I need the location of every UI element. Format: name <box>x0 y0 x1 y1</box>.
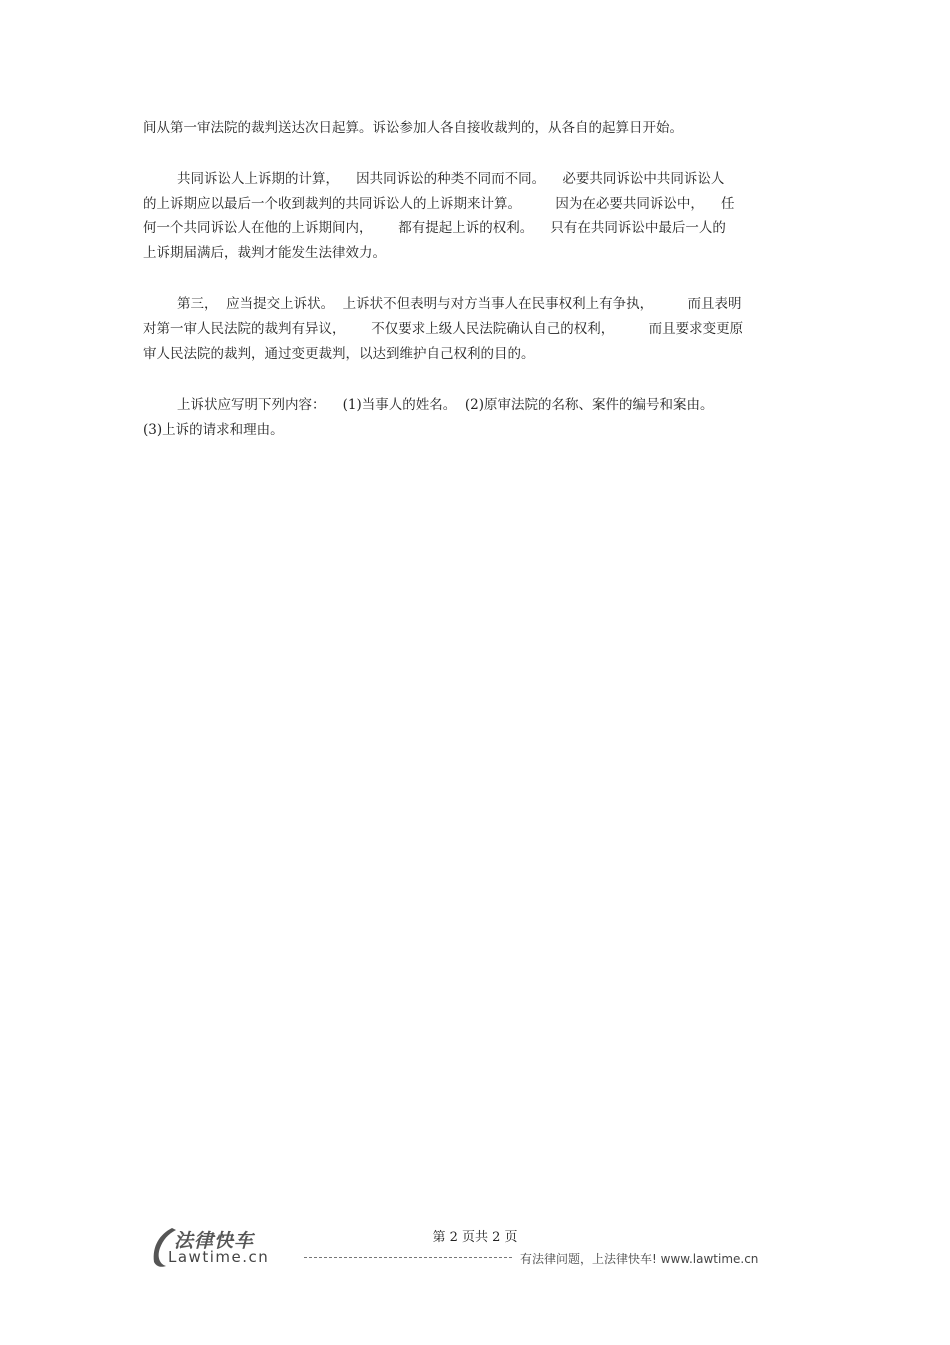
paragraph-line: 第三， 应当提交上诉状。 上诉状不但表明与对方当事人在民事权利上有争执， 而且表明 <box>177 296 742 312</box>
paragraph-line: 何一个共同诉讼人在他的上诉期间内， 都有提起上诉的权利。 只有在共同诉讼中最后一人的 <box>143 220 726 236</box>
paragraph-line: 审人民法院的裁判，通过变更裁判，以达到维护自己权利的目的。 <box>143 346 535 362</box>
footer-divider <box>304 1257 512 1258</box>
paragraph-line: 对第一审人民法院的裁判有异议， 不仅要求上级人民法院确认自己的权利， 而且要求变更原 <box>143 321 744 337</box>
paragraph-line: 上诉期届满后，裁判才能发生法律效力。 <box>143 245 386 261</box>
page-number: 第 2 页共 2 页 <box>432 1230 518 1245</box>
paragraph-line: 上诉状应写明下列内容： (1)当事人的姓名。 (2)原审法院的名称、案件的编号和案由。 <box>177 397 714 413</box>
paragraph-line: (3)上诉的请求和理由。 <box>143 422 284 438</box>
lawtime-logo <box>150 1226 310 1272</box>
footer-slogan: 有法律问题，上法律快车! www.lawtime.cn <box>520 1252 759 1266</box>
logo-english-text: Lawtime.cn <box>168 1248 270 1266</box>
logo-chinese-text: 法律快车 <box>174 1230 255 1252</box>
paragraph-line: 的上诉期应以最后一个收到裁判的共同诉讼人的上诉期来计算。 因为在必要共同诉讼中， 任 <box>143 196 735 212</box>
paragraph-line: 共同诉讼人上诉期的计算， 因共同诉讼的种类不同而不同。 必要共同诉讼中共同诉讼人 <box>177 171 725 187</box>
paragraph-line: 间从第一审法院的裁判送达次日起算。诉讼参加人各自接收裁判的，从各自的起算日开始。 <box>143 120 683 136</box>
